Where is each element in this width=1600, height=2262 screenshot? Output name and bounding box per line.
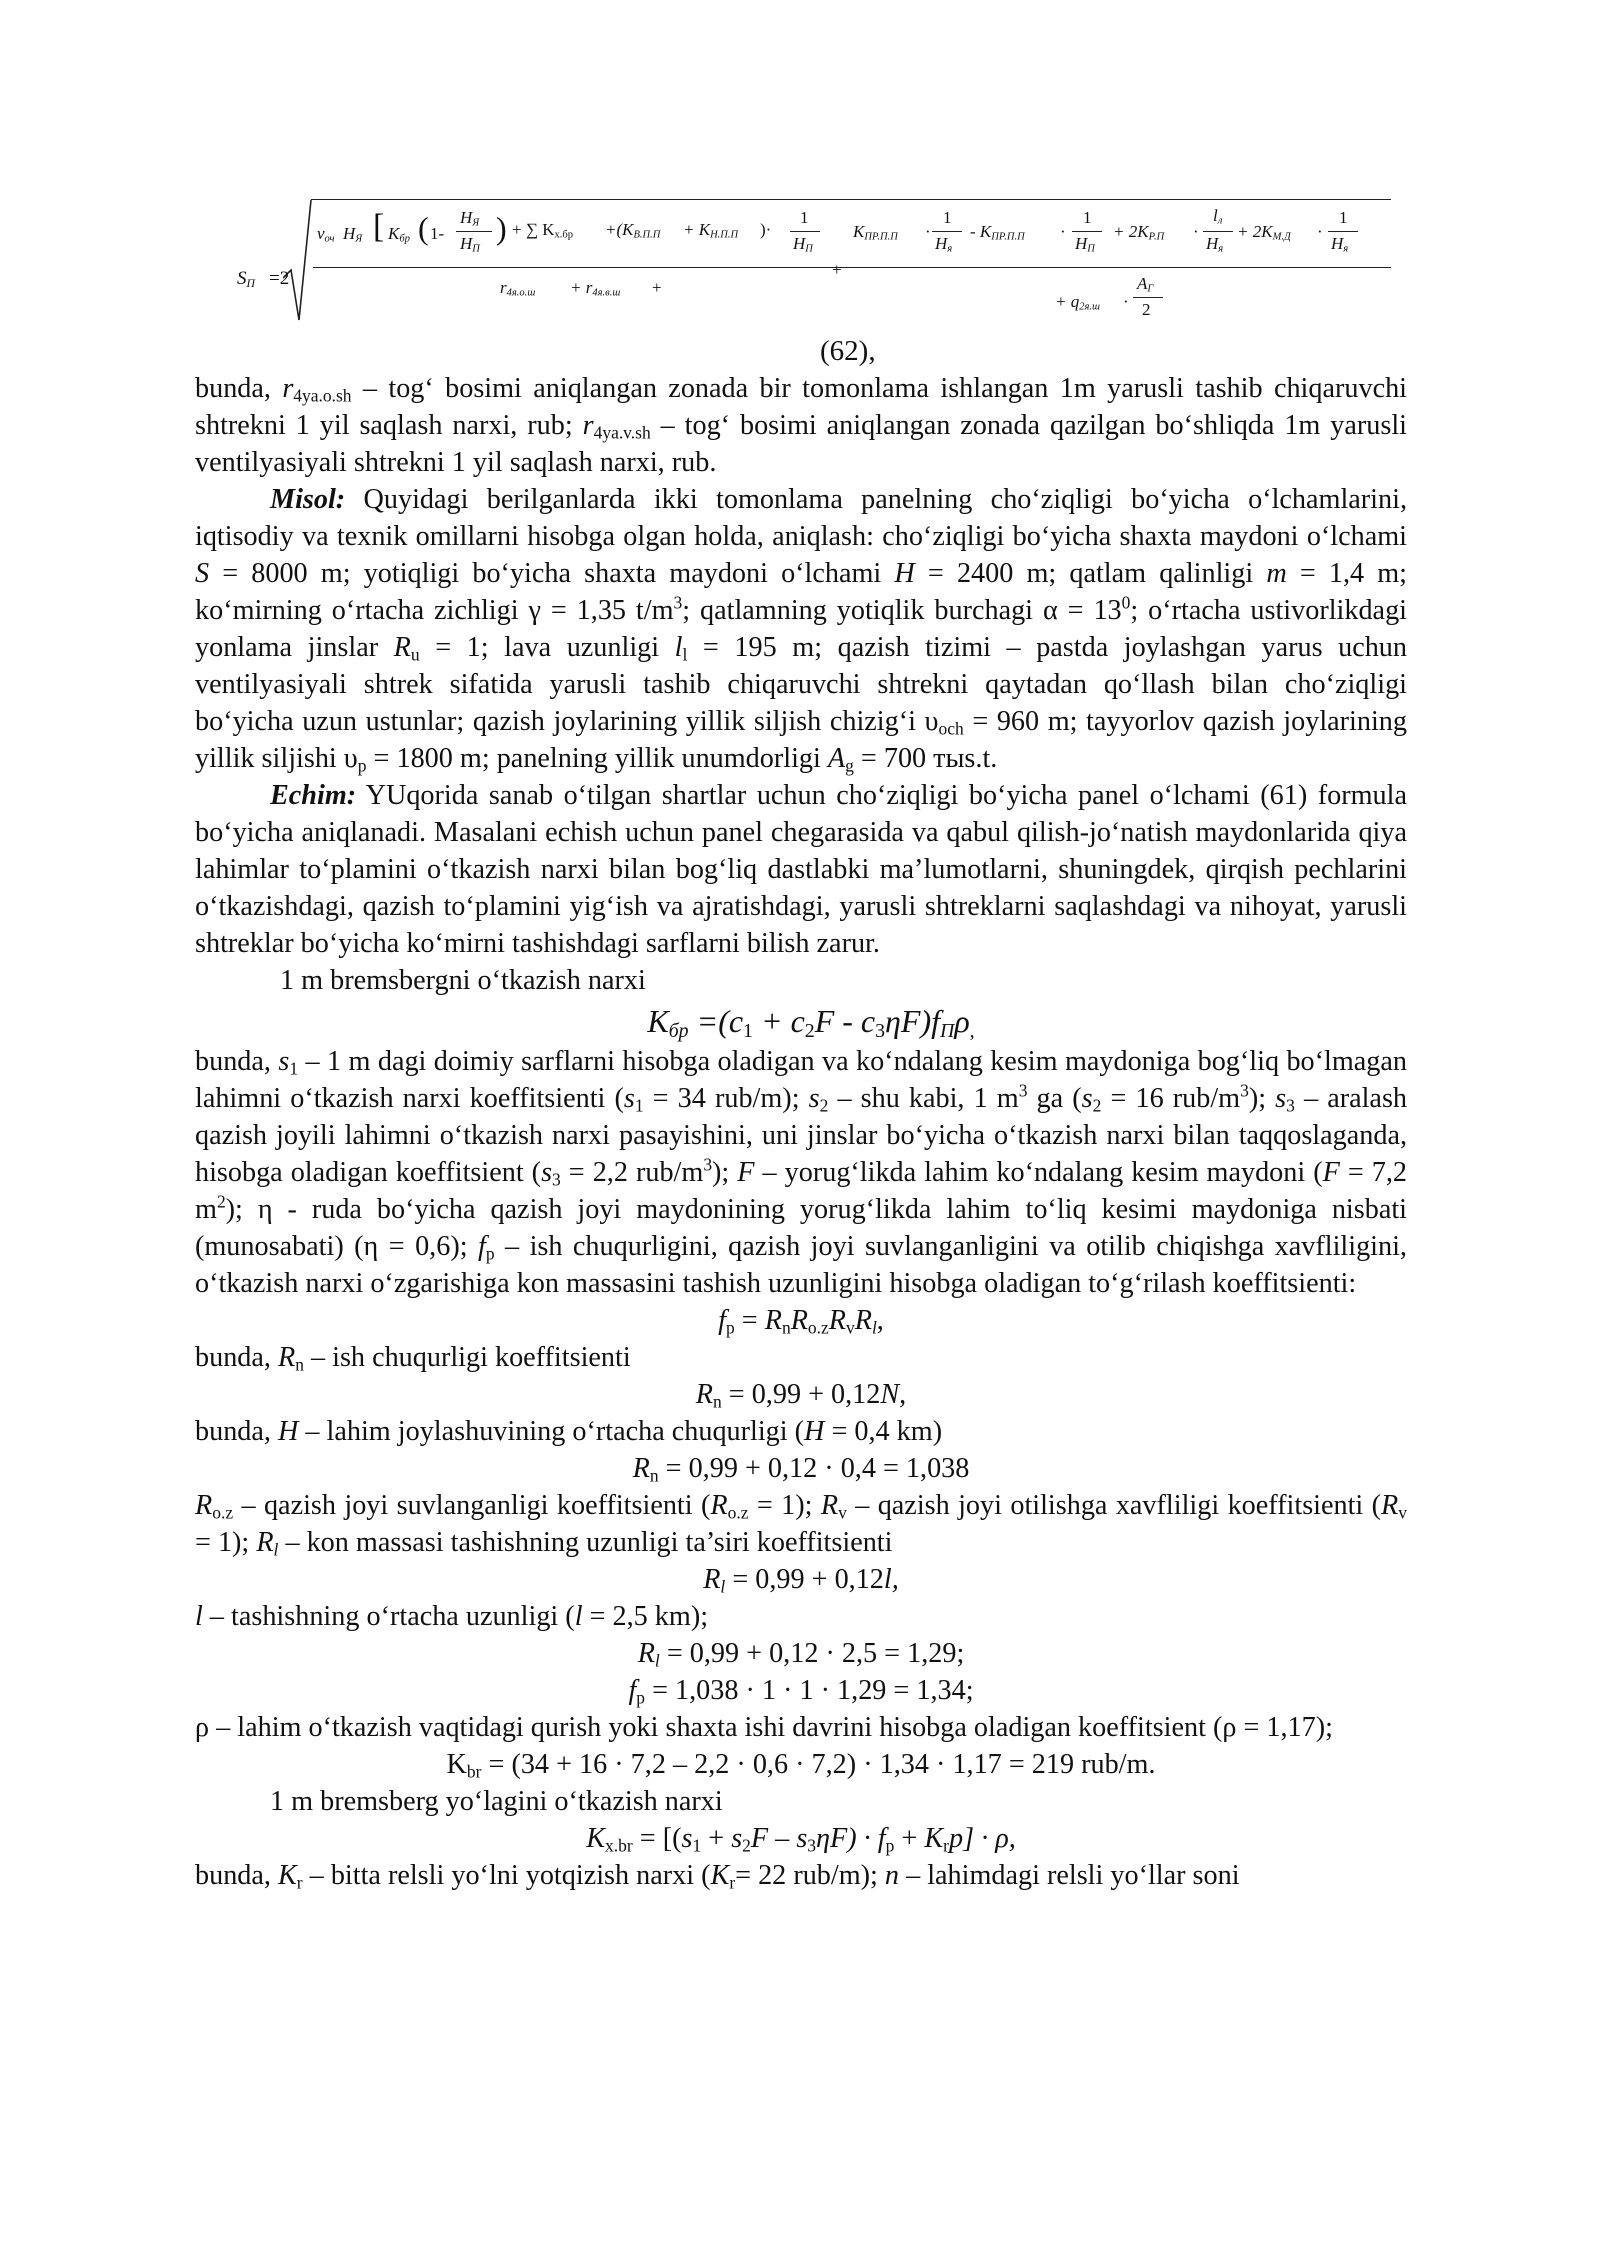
num-knpp: + $K_{Н.П.П}$: [683, 220, 739, 241]
frac-l-bar: [1203, 231, 1233, 232]
den-hp: $H_П$: [793, 234, 813, 255]
paragraph-h-def: bunda, H – lahim joylashuvining o‘rtacha chuqurligi (H = 0,4 km): [195, 1416, 943, 1447]
formula-fp: $f_p = R_nR_{o.z}R_vR_l$,: [718, 1305, 884, 1338]
paragraph-s-coefficients: bunda, $s_1 - 1$ m dagi doimiy sarflarni hisobga oladigan va ko‘ndalang kesim maydoniga bog‘liq bo‘lmagan lahimni o‘tkazish narxi koeffitsienti ($s_1 = 34$ rub/m); $s_2$ – shu kabi, 1 $m^3$ ga ($s_2 = 16$ rub/$m^3$); $s_3$ – aralash qazish joyili lahimni o‘tkazish narxi pasayishini, uni jinslar bo‘yicha o‘tkazish narxi bilan taqqoslaganda, hisobga oladigan koeffitsient ($s_3 = 2,2$ rub/$m^3$); F – yorug‘likda lahim ko‘ndalang kesim maydoni (F = 7,2 $m^2$); η - ruda bo‘yicha qazish joyi maydonining yorug‘likda lahim to‘liq kesimi maydoniga nisbati (munosabati) (η = 0,6); $f_p$ – ish chuqurligini, qazish joyi suvlanganligini va otilib chiqishga xavfliligini, o‘tkazish narxi o‘zgarishiga kon massasini tashish uzunligini hisobga oladigan to‘g‘rilash koeffitsienti:: [195, 1046, 1408, 1299]
den-ag: $A_Г$: [1137, 274, 1154, 295]
bracket-open: [: [373, 208, 385, 245]
formula-kbr-calc: $K_{br} = (34 + 16 \cdot 7,2 - 2,2 \cdot 0,6 \cdot 7,2) \cdot 1,34 \cdot 1,17 = 219$ rub/m.: [446, 1749, 1156, 1782]
num-l: $l_л$: [1213, 206, 1223, 227]
num-plus-mid: +: [832, 260, 842, 279]
frac1-num: $H_Я$: [460, 208, 480, 229]
paragraph-example: Misol: Quyidagi berilganlarda ikki tomonlama panelning cho‘ziqligi bo‘yicha o‘lchamlarini, iqtisodiy va texnik omillarni hisobga olgan holda, aniqlash: cho‘ziqligi bo‘yicha shaxta maydoni o‘lchami S = 8000 m; yotiqligi bo‘yicha shaxta maydoni o‘lchami H = 2400 m; qatlam qalinligi m = 1,4 m; ko‘mirning o‘rtacha zichligi γ = 1,35 $t/m^3$; qatlamning yotiqlik burchagi $\alpha = 13^0$; o‘rtacha ustivorlikdagi yonlama jinslar $R_u = 1$; lava uzunligi $l_l = 195$ m; qazish tizimi – pastda joylashgan yarus uchun ventilyasiyali shtrek sifatida yarusli tashib chiqaruvchi shtrekni qaytadan qo‘llash bilan cho‘ziqligi bo‘yicha uzun ustunlar; qazish joylarining yillik siljish chizig‘i $\upsilon_{och} = 960$ m; tayyorlov qazish joylarining yillik siljishi $\upsilon_p = 1800$ m; panelning yillik unumdorligi $A_g = 700$ тыs.t.: [195, 484, 1407, 776]
frac-ag-bar: [1133, 297, 1163, 298]
paragraph-bremsberg-cost: 1 m bremsbergni o‘tkazish narxi: [280, 965, 646, 996]
formula-kbr: $K_{бр} =(c_1 + c_2F - c_3\eta F)f_П\rho_,$: [647, 1003, 975, 1042]
paragraph-rn-def: bunda, $R_n$ – ish chuqurligi koeffitsienti: [195, 1342, 631, 1375]
num-sum: + ∑ $K_{х.бр}$: [512, 220, 574, 241]
formula-fp-calc: $f_p = 1,038 \cdot 1 \cdot 1 \cdot 1,29 = 1,34$;: [628, 1675, 974, 1708]
formula-rl-calc: $R_l = 0,99 + 0,12 \cdot 2,5 = 1,29$;: [637, 1638, 965, 1671]
formula-kxbr: $K_{x.br} = [(s_1 + s_2F - s_3\eta F) \cdot f_p + K_rp] \cdot \rho$,: [586, 1823, 1016, 1856]
paragraph-solution: Echim: YUqorida sanab o‘tilgan shartlar uchun cho‘ziqligi bo‘yicha panel o‘lchami (61) formula bo‘yicha aniqlanadi. Masalani echish uchun panel chegarasida va qabul qilish-jo‘natish maydonlarida qiya lahimlar to‘plamini o‘tkazish narxi bilan bog‘liq dastlabki ma’lumotlarni, shuningdek, qirqish pechlarini o‘tkazishdagi, qazish to‘plamini yig‘ish va ajratishdagi, yarusli shtreklarni saqlashdagi va nihoyat, yarusli shtreklar bo‘yicha ko‘mirni tashishdagi sarflarni bilish zarur.: [195, 780, 1407, 959]
den-two: 2: [1142, 300, 1151, 319]
num-one2: 1: [943, 208, 952, 227]
den-r2: + $r_{4я.в.ш}$: [570, 278, 621, 299]
num-kbr: $K_{бр}$: [388, 224, 410, 245]
paren-open: (: [418, 210, 429, 246]
eq-two: =2: [269, 268, 290, 289]
main-fraction-bar: [313, 267, 1391, 268]
equation-number: (62),: [820, 335, 876, 367]
paragraph-kr-def: bunda, $K_r$ – bitta relsli yo‘lni yotqizish narxi ($K_r= 22$ rub/m); n – lahimdagi relsli yo‘llar soni: [195, 1860, 1240, 1893]
paragraph-r-definitions: bunda, $r_{4ya.o.sh}$ – tog‘ bosimi aniqlangan zonada bir tomonlama ishlangan 1m yarusli tashib chiqaruvchi shtrekni 1 yil saqlash narxi, rub; $r_{4ya.v.sh}$ – tog‘ bosimi aniqlangan zonada qazilgan bo‘shliqda 1m yarusli ventilyasiyali shtrekni 1 yil saqlash narxi, rub.: [195, 373, 1408, 478]
paragraph-l-def: l – tashishning o‘rtacha uzunligi (l = 2,5 km);: [195, 1601, 709, 1632]
radical-sign: [283, 198, 313, 323]
den-hya3: $H_я$: [1331, 234, 1349, 255]
paragraph-roz-rv-rl: $R_{o.z}$ – qazish joyi suvlanganligi koeffitsienti $(R_{o.z} = 1)$; $R_v$ – qazish joyi otilishga xavfliligi koeffitsienti $(R_v = 1)$; $R_l$ – kon massasi tashishning uzunligi ta’siri koeffitsienti: [195, 1490, 1407, 1560]
den-r1: $r_{4я.о.ш}$: [500, 278, 536, 299]
frac-hya-bar: [932, 231, 962, 232]
radical-bar: [311, 199, 1391, 200]
frac-hya3-bar: [1328, 231, 1358, 232]
num-kprpp: $K_{ПР.П.П}$: [853, 222, 898, 243]
paragraph-bremsberg-track-cost: 1 m bremsberg yo‘lagini o‘tkazish narxi: [270, 1786, 723, 1817]
document-body: [195, 370, 1407, 1894]
den-hya2: $H_я$: [1206, 234, 1224, 255]
formula-62: [225, 190, 1415, 330]
num-close: )·: [760, 220, 772, 239]
den-plus: +: [652, 278, 662, 297]
num-h: $H_Я$: [343, 224, 363, 245]
frac-hp2-bar: [1072, 231, 1102, 232]
formula-rl: $R_l = 0,99 + 0,12l$,: [703, 1564, 899, 1597]
num-one-minus: 1-: [430, 224, 445, 243]
num-one3: 1: [1083, 208, 1092, 227]
den-hya: $H_я$: [935, 234, 953, 255]
num-2kmd: + $2K_{М.Д}$: [1237, 222, 1291, 243]
paren-close: ): [496, 210, 507, 246]
formula-rn: $R_n = 0,99 + 0,12N$,: [695, 1379, 907, 1412]
frac1-bar: [456, 231, 492, 232]
lhs: $S_П$: [237, 268, 255, 290]
num-dot2: ·: [1060, 222, 1066, 241]
num-minus-k: - $K_{ПР.П.П}$: [970, 222, 1025, 243]
num-one1: 1: [800, 208, 809, 227]
num-one4: 1: [1339, 208, 1348, 227]
den-qdot: ·: [1123, 292, 1129, 311]
num-kvpp: $+(K_{В.П.П}$: [605, 220, 661, 241]
num-dot1: ·: [925, 222, 931, 241]
paragraph-rho-def: ρ – lahim o‘tkazish vaqtidagi qurish yoki shaxta ishi davrini hisobga oladigan koeffitsient (ρ = 1,17);: [195, 1712, 1333, 1743]
den-q: + $q_{2я.ш}$: [1055, 292, 1100, 313]
num-2krp: + $2K_{Р.П}$: [1113, 222, 1165, 243]
num-v: $v_{оч}$: [317, 224, 335, 245]
num-dot4: ·: [1317, 222, 1323, 241]
frac-hp-bar: [790, 231, 820, 232]
den-hp2: $H_П$: [1075, 234, 1095, 255]
frac1-den: $H_П$: [460, 234, 480, 255]
formula-rn-calc: $R_n = 0,99 + 0,12 \cdot 0,4 = 1,038$: [632, 1453, 970, 1486]
num-dot3: ·: [1193, 222, 1199, 241]
